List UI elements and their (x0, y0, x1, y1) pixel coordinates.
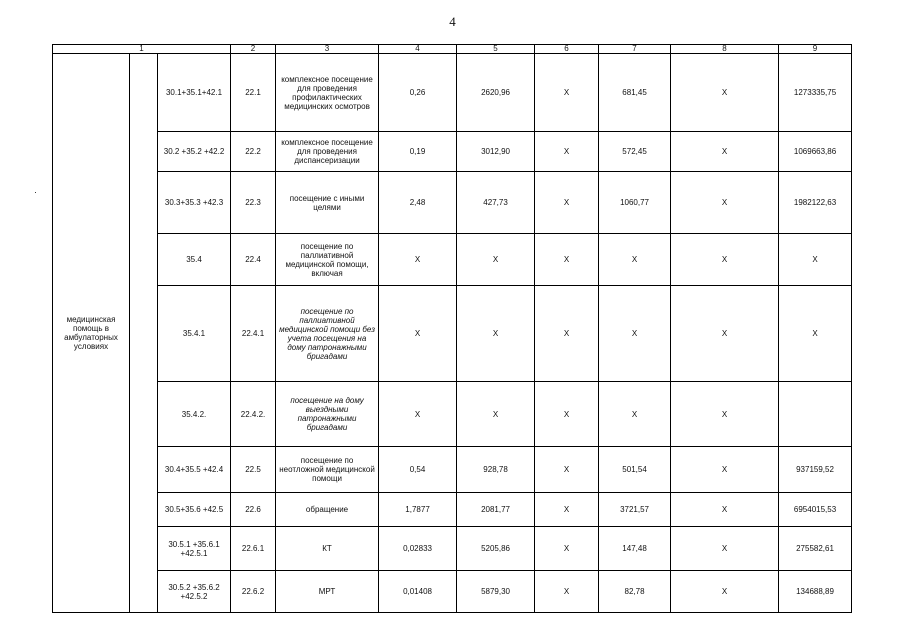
cell-c6: Х (535, 172, 599, 234)
cell-c8: Х (671, 286, 779, 382)
col-header-8: 8 (671, 45, 779, 54)
cell-c7: 82,78 (599, 571, 671, 613)
cell-code: 35.4.1 (158, 286, 231, 382)
cell-c6: Х (535, 571, 599, 613)
cell-c8: Х (671, 527, 779, 571)
table-row (53, 132, 852, 172)
table-row (53, 447, 852, 493)
cell-c9: 1982122,63 (779, 172, 852, 234)
cell-c6: Х (535, 382, 599, 447)
cell-c6: Х (535, 286, 599, 382)
table-row (53, 527, 852, 571)
table-row (53, 54, 852, 132)
cell-num: 22.2 (231, 132, 276, 172)
cell-c6: Х (535, 447, 599, 493)
cell-c7: Х (599, 286, 671, 382)
cell-c7: 681,45 (599, 54, 671, 132)
cell-c9: 1273335,75 (779, 54, 852, 132)
cell-name: комплексное посещение для проведения профилактических медицинских осмотров (276, 54, 379, 132)
cell-c5: 5205,86 (457, 527, 535, 571)
cell-num: 22.4 (231, 234, 276, 286)
cell-c4: 0,26 (379, 54, 457, 132)
cell-name: МРТ (276, 571, 379, 613)
cell-c8: Х (671, 571, 779, 613)
cell-name: КТ (276, 527, 379, 571)
cell-code: 35.4.2. (158, 382, 231, 447)
cell-c4: 0,19 (379, 132, 457, 172)
cell-c8: Х (671, 54, 779, 132)
cell-code: 30.5+35.6 +42.5 (158, 493, 231, 527)
col-header-3: 3 (276, 45, 379, 54)
cell-c5: Х (457, 382, 535, 447)
group-label: медицинская помощь в амбулаторных условиях (53, 54, 130, 613)
stray-mark: · (34, 187, 37, 197)
cell-c8: Х (671, 234, 779, 286)
cell-c9: Х (779, 286, 852, 382)
cell-code: 30.2 +35.2 +42.2 (158, 132, 231, 172)
cell-c9: 1069663,86 (779, 132, 852, 172)
cell-code: 30.5.2 +35.6.2 +42.5.2 (158, 571, 231, 613)
cell-c4: Х (379, 382, 457, 447)
cell-num: 22.4.2. (231, 382, 276, 447)
cell-c5: 3012,90 (457, 132, 535, 172)
cell-c5: 5879,30 (457, 571, 535, 613)
cell-c7: Х (599, 234, 671, 286)
cell-c4: 0,01408 (379, 571, 457, 613)
column-number-row (53, 45, 852, 54)
table-row (53, 234, 852, 286)
cell-code: 30.5.1 +35.6.1 +42.5.1 (158, 527, 231, 571)
cell-c5: 427,73 (457, 172, 535, 234)
cell-c5: 2081,77 (457, 493, 535, 527)
cell-c4: 1,7877 (379, 493, 457, 527)
cell-num: 22.5 (231, 447, 276, 493)
cell-name: посещение по паллиативной медицинской помощи, включая (276, 234, 379, 286)
cell-num: 22.6 (231, 493, 276, 527)
page-number: 4 (449, 14, 456, 29)
cell-c9: 275582,61 (779, 527, 852, 571)
cell-c9: 937159,52 (779, 447, 852, 493)
cell-c5: 928,78 (457, 447, 535, 493)
cell-c5: Х (457, 286, 535, 382)
cell-c7: 1060,77 (599, 172, 671, 234)
cell-name: посещение на дому выездными патронажными бригадами (276, 382, 379, 447)
cell-code: 35.4 (158, 234, 231, 286)
cell-c7: 572,45 (599, 132, 671, 172)
cell-num: 22.3 (231, 172, 276, 234)
cell-c7: 147,48 (599, 527, 671, 571)
table-row (53, 382, 852, 447)
col-header-9: 9 (779, 45, 852, 54)
cell-c5: Х (457, 234, 535, 286)
table-row (53, 493, 852, 527)
cell-c6: Х (535, 527, 599, 571)
cell-name: обращение (276, 493, 379, 527)
cell-name: посещение по паллиативной медицинской помощи без учета посещения на дому патронажными бригадами (276, 286, 379, 382)
empty-subcolumn (130, 54, 158, 613)
cell-c4: 0,54 (379, 447, 457, 493)
col-header-1: 1 (53, 45, 231, 54)
col-header-2: 2 (231, 45, 276, 54)
cell-c4: Х (379, 234, 457, 286)
cell-num: 22.1 (231, 54, 276, 132)
cell-c5: 2620,96 (457, 54, 535, 132)
cell-c7: Х (599, 382, 671, 447)
cell-c8: Х (671, 132, 779, 172)
cell-c4: 2,48 (379, 172, 457, 234)
cell-c9: Х (779, 234, 852, 286)
col-header-5: 5 (457, 45, 535, 54)
col-header-7: 7 (599, 45, 671, 54)
cell-c4: 0,02833 (379, 527, 457, 571)
table-row (53, 286, 852, 382)
cell-name: посещение с иными целями (276, 172, 379, 234)
table-row (53, 571, 852, 613)
cell-c8: Х (671, 447, 779, 493)
col-header-6: 6 (535, 45, 599, 54)
cell-num: 22.6.1 (231, 527, 276, 571)
table-row (53, 172, 852, 234)
cell-c6: Х (535, 54, 599, 132)
cell-c9: 6954015,53 (779, 493, 852, 527)
cell-c8: Х (671, 382, 779, 447)
cell-name: комплексное посещение для проведения диспансеризации (276, 132, 379, 172)
cell-c6: Х (535, 493, 599, 527)
col-header-4: 4 (379, 45, 457, 54)
cell-num: 22.4.1 (231, 286, 276, 382)
cell-code: 30.1+35.1+42.1 (158, 54, 231, 132)
cell-code: 30.3+35.3 +42.3 (158, 172, 231, 234)
cell-num: 22.6.2 (231, 571, 276, 613)
tariff-table (52, 44, 852, 613)
cell-c9 (779, 382, 852, 447)
cell-c8: Х (671, 493, 779, 527)
cell-c7: 3721,57 (599, 493, 671, 527)
cell-c9: 134688,89 (779, 571, 852, 613)
cell-c6: Х (535, 234, 599, 286)
cell-code: 30.4+35.5 +42.4 (158, 447, 231, 493)
cell-c8: Х (671, 172, 779, 234)
cell-c7: 501,54 (599, 447, 671, 493)
cell-c4: Х (379, 286, 457, 382)
cell-c6: Х (535, 132, 599, 172)
cell-name: посещение по неотложной медицинской помощи (276, 447, 379, 493)
